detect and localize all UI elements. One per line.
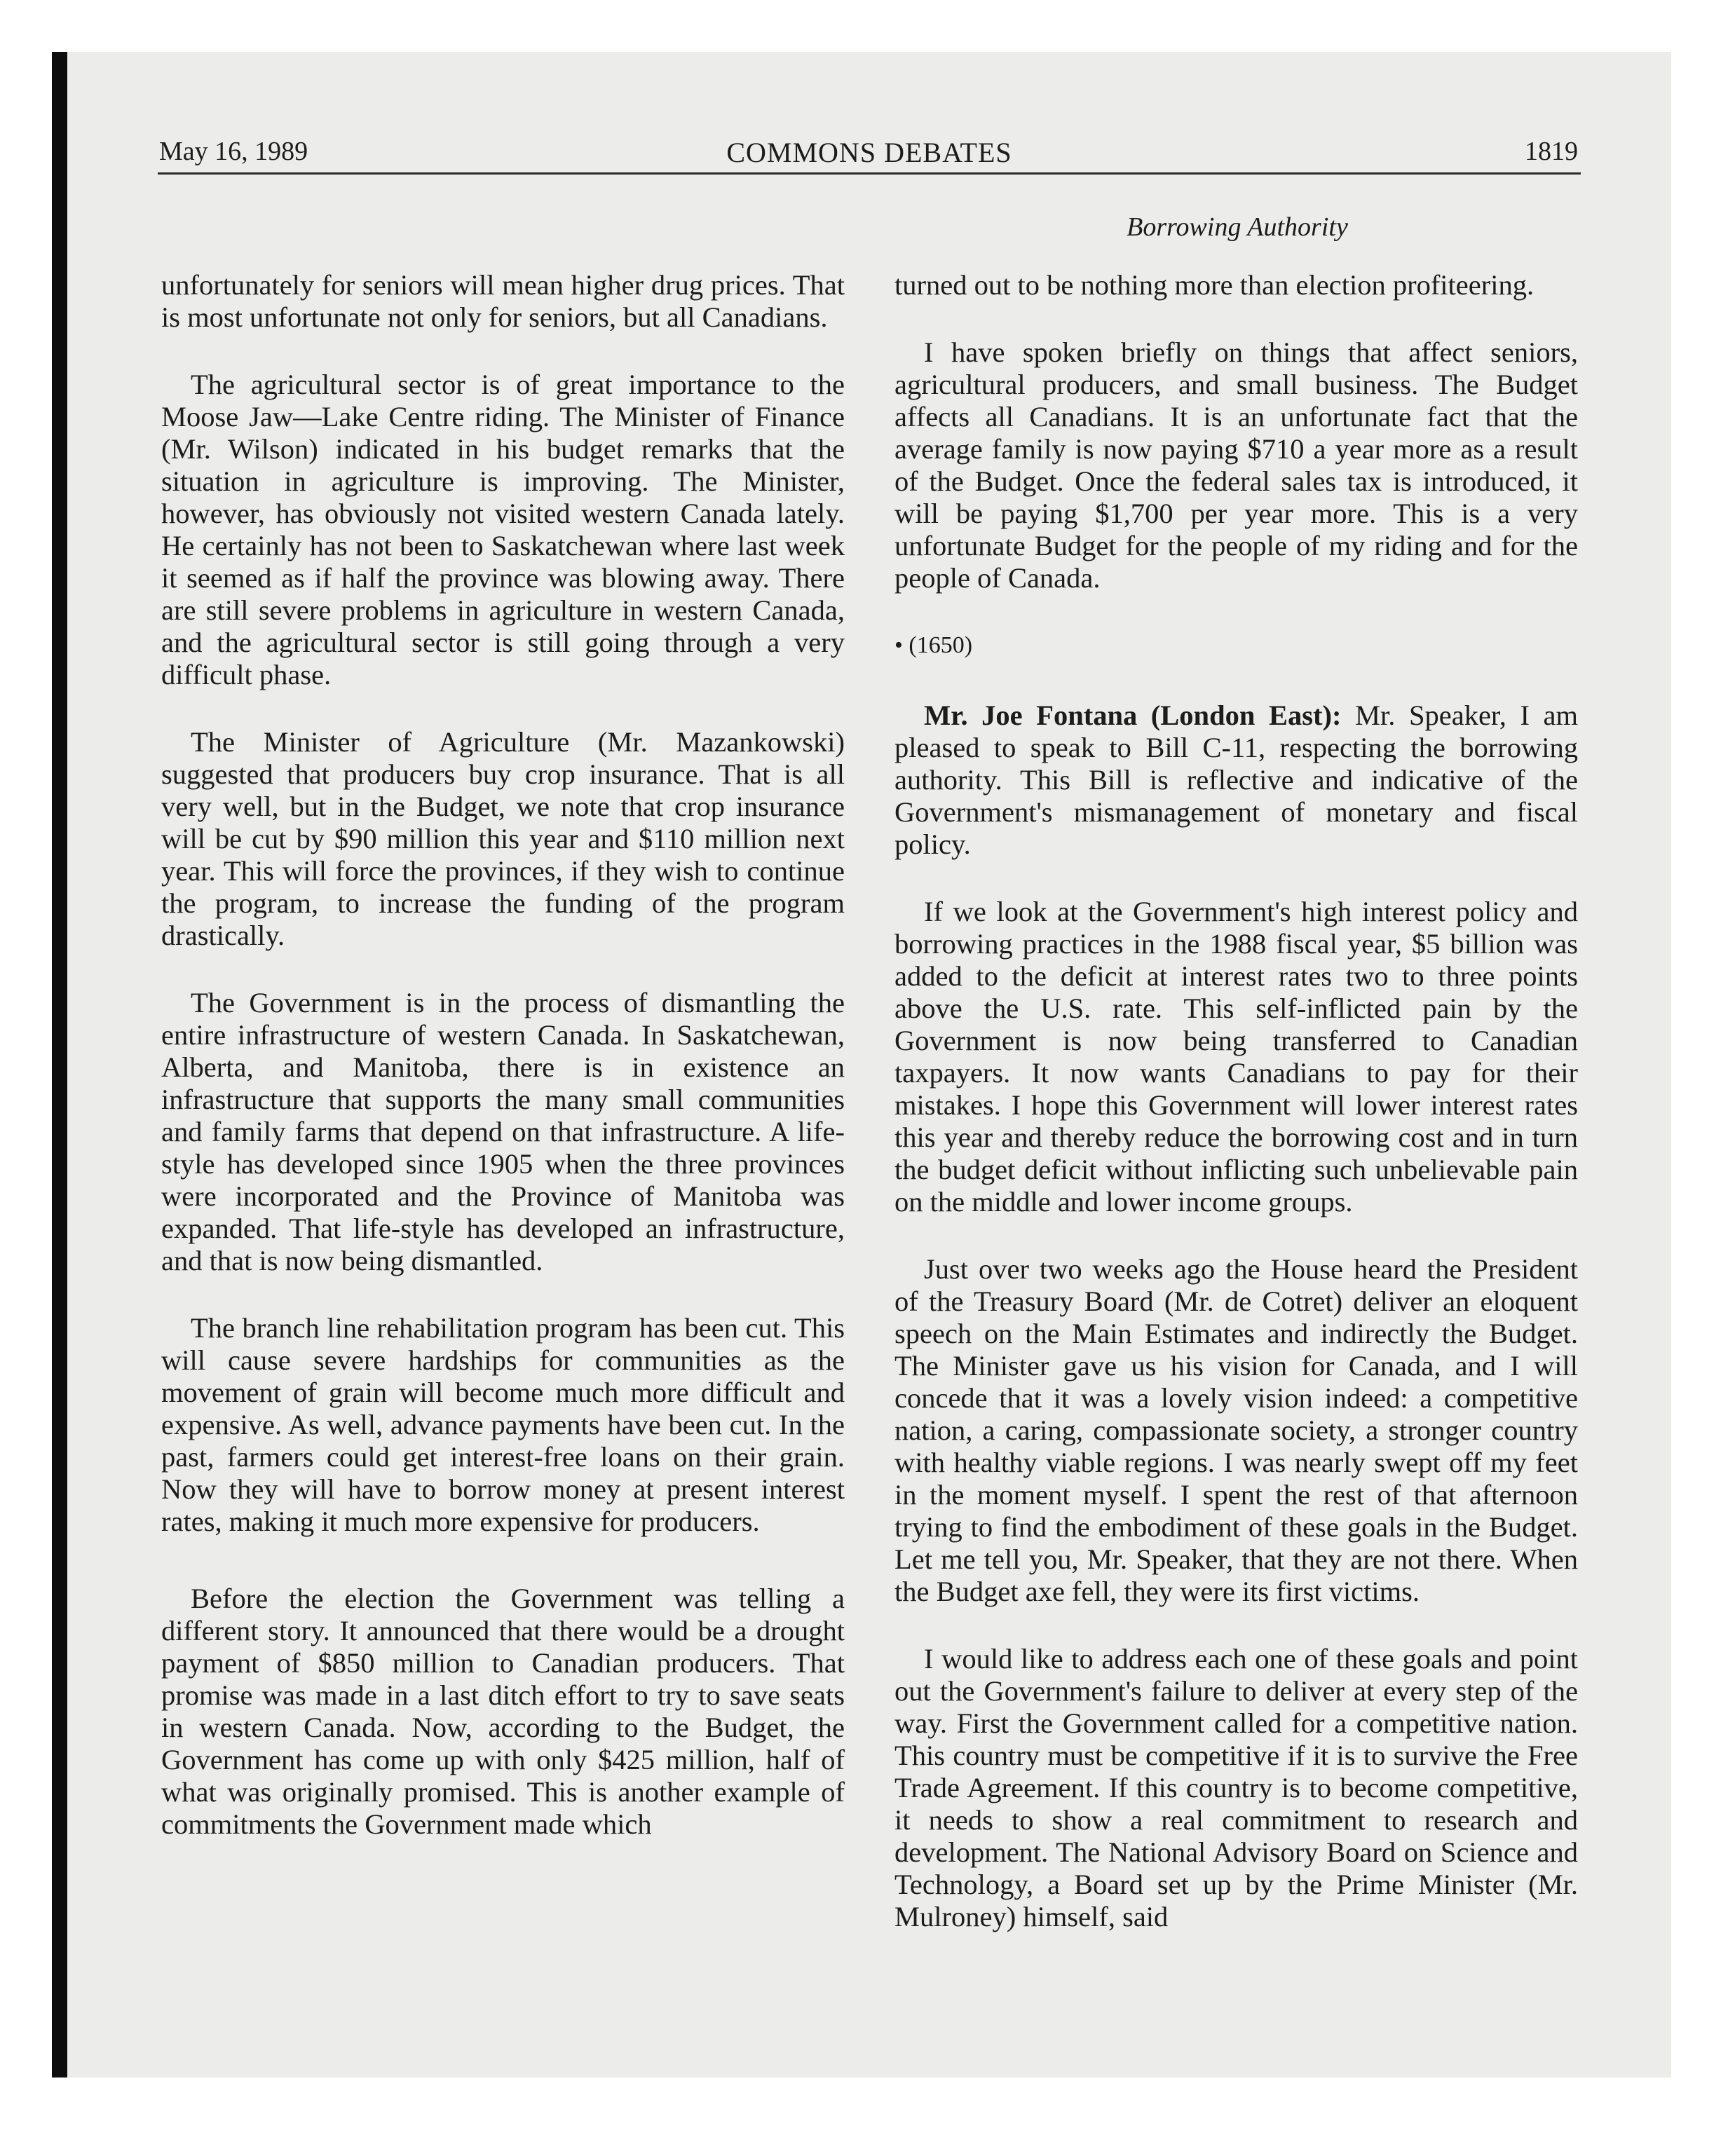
paragraph: unfortunately for seniors will mean higher drug prices. That is most unfortunate not only for seniors, but all Canadians. [161,269,845,333]
speech-text: Mr. Speaker, I am pleased to speak to Bill C-11, respecting the borrowing authority. This Bill is reflective and indicative of the Government's mismanagement of monetary and fiscal policy. [894,700,1579,860]
paragraph: Before the election the Government was telling a different story. It announced that there would be a drought payment of $850 million to Canadian producers. That promise was made in a last ditch effort to try to save seats in western Canada. Now, according to the Budget, the Government has come up with only $425 million, half of what was originally promised. This is another example of commitments the Government made which [161,1583,845,1840]
page-number: 1819 [1525,137,1578,166]
paragraph: If we look at the Government's high interest policy and borrowing practices in the 1988 fiscal year, $5 billion was added to the deficit at interest rates two to three points above the U.S. rate. This self-inflicted pain by the Government is now being transferred to Canadian taxpayers. It now wants Canadians to pay for their mistakes. I hope this Government will lower interest rates this year and thereby reduce the borrowing cost and in turn the budget deficit without inflicting such unbelievable pain on the middle and lower income groups. [894,896,1578,1217]
paragraph: Just over two weeks ago the House heard the President of the Treasury Board (Mr. de Cotret) deliver an eloquent speech on the Main Estimates and indirectly the Budget. The Minister gave us his vision for Canada, and I will concede that it was a lovely vision indeed: a competitive nation, a caring, compassionate society, a stronger country with healthy viable regions. I was nearly swept off my feet in the moment myself. I spent the rest of that afternoon trying to find the embodiment of these goals in the Budget. Let me tell you, Mr. Speaker, that they are not there. When the Budget axe fell, they were its first victims. [894,1253,1578,1607]
paragraph: turned out to be nothing more than election profiteering. [894,269,1535,301]
left-column [161,269,845,1876]
running-header [158,130,1581,175]
scan-edge-shadow [52,52,67,2077]
header-date: May 16, 1989 [159,137,308,166]
paragraph: The branch line rehabilitation program has been cut. This will cause severe hardships for communities as the movement of grain will become much more difficult and expensive. As well, advance payments have been cut. In the past, farmers could get interest-free loans on their grain. Now they will have to borrow money at present interest rates, making it much more expensive for producers. [161,1312,845,1537]
paragraph: I have spoken briefly on things that affect seniors, agricultural producers, and small business. The Budget affects all Canadians. It is an unfortunate fact that the average family is now paying $710 a year more as a result of the Budget. Once the federal sales tax is introduced, it will be paying $1,700 per year more. This is a very unfortunate Budget for the people of my riding and for the people of Canada. [894,336,1578,594]
paragraph: The Minister of Agriculture (Mr. Mazankowski) suggested that producers buy crop insurance. That is all very well, but in the Budget, we note that crop insurance will be cut by $90 million this year and $110 million next year. This will force the provinces, if they wish to continue the program, to increase the funding of the program drastically. [161,726,845,951]
time-marker: • (1650) [894,632,973,658]
section-title: Borrowing Authority [1127,212,1348,242]
header-publication-title: COMMONS DEBATES [726,137,1012,168]
paragraph: The Government is in the process of dismantling the entire infrastructure of western Canada. In Saskatchewan, Alberta, and Manitoba, there is in existence an infrastructure that supports the many small communities and family farms that depend on that infrastructure. A life-style has developed since 1905 when the three provinces were incorporated and the Province of Manitoba was expanded. That life-style has developed an infrastructure, and that is now being dismantled. [161,987,845,1276]
speech-paragraph [894,700,1578,861]
speaker-name: Mr. Joe Fontana (London East): [924,700,1342,731]
right-column [894,269,1578,1968]
paragraph: The agricultural sector is of great importance to the Moose Jaw—Lake Centre riding. The Minister of Finance (Mr. Wilson) indicated in his budget remarks that the situation in agriculture is improving. The Minister, however, has obviously not visited western Canada lately. He certainly has not been to Saskatchewan where last week it seemed as if half the province was blowing away. There are still severe problems in agriculture in western Canada, and the agricultural sector is still going through a very difficult phase. [161,369,845,690]
paragraph: I would like to address each one of these goals and point out the Government's failure to deliver at every step of the way. First the Government called for a competitive nation. This country must be competitive if it is to survive the Free Trade Agreement. If this country is to become competitive, it needs to show a real commitment to research and development. The National Advisory Board on Science and Technology, a Board set up by the Prime Minister (Mr. Mulroney) himself, said [894,1643,1578,1932]
